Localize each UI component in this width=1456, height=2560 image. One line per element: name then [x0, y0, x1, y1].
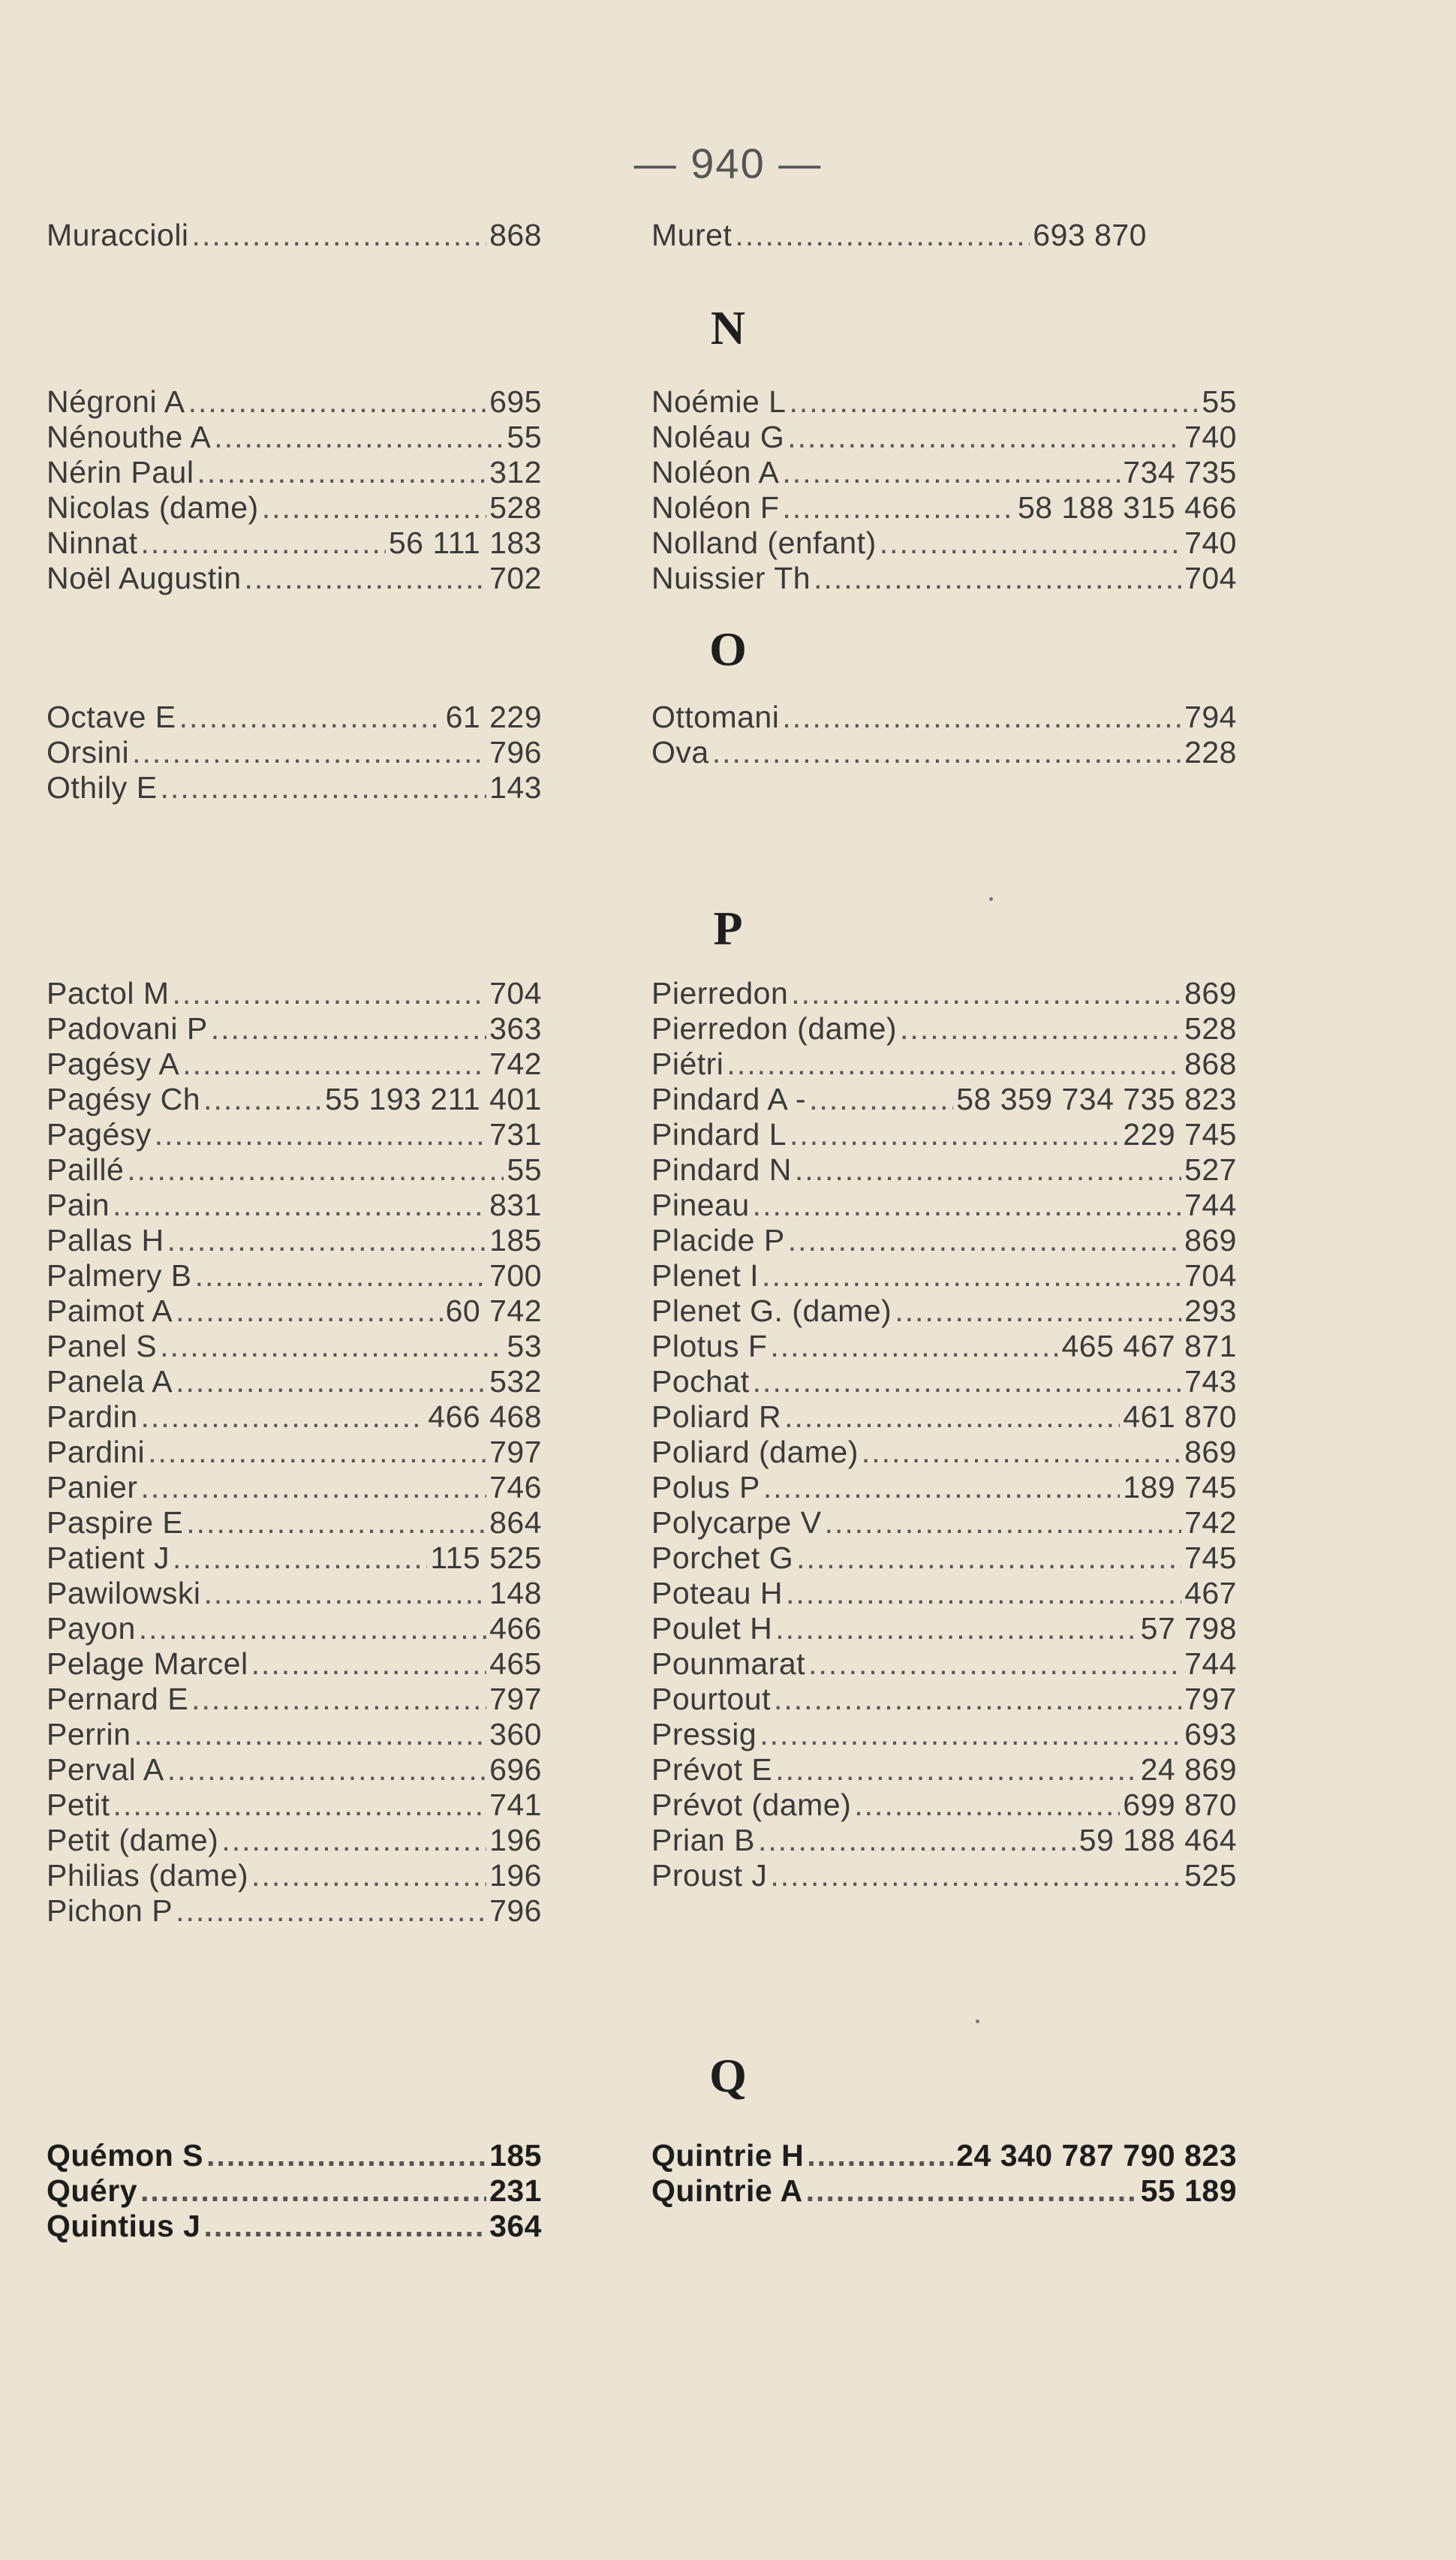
index-entry [651, 1752, 1237, 1787]
index-entry [47, 1435, 542, 1470]
entry-refs: 742 [489, 1047, 542, 1081]
index-entry [651, 384, 1237, 420]
entry-name: Pardin [47, 1399, 138, 1434]
entry-name: Nuissier Th [651, 561, 811, 595]
entry-name: Petit (dame) [47, 1823, 219, 1857]
entry-name: Plenet I [651, 1258, 760, 1293]
entry-name: Prévot E [651, 1752, 773, 1787]
entry-name: Othily E [47, 770, 158, 805]
entry-refs: 53 [507, 1329, 542, 1363]
entry-refs: 465 [489, 1646, 542, 1681]
index-entry [651, 2138, 1237, 2173]
index-entry [47, 1752, 542, 1787]
entry-name: Muret [651, 218, 733, 252]
entry-refs: 24 340 787 790 823 [956, 2138, 1237, 2173]
entry-name: Pounmarat [651, 1646, 806, 1681]
entry-name: Prévot (dame) [651, 1787, 852, 1822]
entry-refs: 693 [1184, 1717, 1237, 1751]
entry-refs: 796 [489, 1893, 542, 1928]
entry-name: Paimot A [47, 1294, 173, 1328]
entry-refs: 740 [1184, 420, 1237, 454]
entry-name: Poliard R [651, 1399, 782, 1434]
entry-name: Porchet G [651, 1541, 794, 1575]
index-entry [47, 770, 542, 806]
entry-refs: 797 [1184, 1682, 1237, 1716]
entry-refs: 58 188 315 466 [1018, 490, 1237, 525]
entry-refs: 742 [1184, 1505, 1237, 1540]
index-entry [47, 1893, 542, 1929]
index-entry [651, 1329, 1237, 1364]
index-entry [651, 1364, 1237, 1399]
index-entry [651, 1576, 1237, 1611]
index-entry [47, 1188, 542, 1223]
entry-name: Perrin [47, 1717, 131, 1751]
section-o-left-column [47, 700, 542, 806]
index-entry [651, 218, 1147, 253]
entry-refs: 293 [1184, 1294, 1237, 1328]
index-entry [651, 1858, 1237, 1893]
entry-name: Poteau H [651, 1576, 783, 1610]
section-letter-o: O [709, 622, 747, 676]
entry-name: Plotus F [651, 1329, 768, 1363]
section-q-right-column [651, 2138, 1237, 2209]
entry-name: Petit [47, 1787, 110, 1822]
entry-name: Panier [47, 1470, 138, 1504]
entry-name: Pawilowski [47, 1576, 201, 1610]
entry-refs: 55 [507, 1152, 542, 1187]
entry-refs: 734 735 [1123, 455, 1237, 489]
index-entry [47, 1223, 542, 1258]
entry-name: Nolland (enfant) [651, 526, 877, 560]
index-entry [651, 735, 1237, 770]
index-entry [47, 1646, 542, 1682]
entry-refs: 196 [489, 1858, 542, 1893]
entry-name: Pallas H [47, 1223, 164, 1257]
index-entry [47, 455, 542, 490]
entry-refs: 797 [489, 1435, 542, 1469]
entry-name: Pierredon [651, 976, 789, 1010]
entry-name: Padovani P [47, 1011, 208, 1046]
entry-refs: 695 [489, 384, 542, 419]
entry-name: Quintrie A [651, 2173, 803, 2208]
index-entry [47, 1576, 542, 1611]
index-entry [651, 420, 1237, 455]
entry-refs: 364 [489, 2209, 542, 2243]
entry-name: Polycarpe V [651, 1505, 822, 1540]
index-entry [47, 1329, 542, 1364]
entry-name: Pagésy A [47, 1047, 180, 1081]
section-p-left-column [47, 976, 542, 1929]
index-entry [47, 1082, 542, 1117]
index-entry [47, 1364, 542, 1399]
entry-refs: 744 [1184, 1188, 1237, 1222]
entry-refs: 466 468 [428, 1399, 542, 1434]
index-entry [47, 561, 542, 596]
entry-name: Quintius J [47, 2209, 201, 2243]
section-o-right-column [651, 700, 1237, 770]
index-entry [47, 218, 542, 253]
index-entry [47, 1011, 542, 1047]
page-number: — 940 — [633, 140, 823, 187]
entry-refs: 864 [489, 1505, 542, 1540]
index-entry [651, 1787, 1237, 1823]
entry-refs: 796 [489, 735, 542, 770]
entry-refs: 55 [507, 420, 542, 454]
entry-refs: 745 [1184, 1541, 1237, 1575]
entry-name: Prian B [651, 1823, 755, 1857]
section-n-left-column [47, 384, 542, 596]
section-letter-p: P [713, 902, 743, 955]
section-letter-n: N [710, 301, 746, 354]
index-entry [47, 1399, 542, 1435]
index-entry [651, 1717, 1237, 1752]
entry-refs: 59 188 464 [1078, 1823, 1237, 1857]
entry-refs: 528 [1184, 1011, 1237, 1046]
entry-refs: 744 [1184, 1646, 1237, 1681]
section-n-right-column [651, 384, 1237, 596]
index-entry [47, 2209, 542, 2244]
entry-name: Nérin Paul [47, 455, 194, 489]
index-entry [651, 1188, 1237, 1223]
entry-refs: 466 [489, 1611, 542, 1646]
index-entry [47, 976, 542, 1011]
entry-name: Patient J [47, 1541, 170, 1575]
entry-name: Ninnat [47, 526, 138, 560]
index-entry [47, 384, 542, 420]
entry-refs: 143 [489, 770, 542, 805]
print-speck [976, 2019, 979, 2023]
index-entry [651, 976, 1237, 1011]
index-entry [47, 1047, 542, 1082]
index-entry [47, 1717, 542, 1752]
entry-name: Pagésy [47, 1117, 152, 1152]
index-entry [651, 2173, 1237, 2209]
index-entry [47, 490, 542, 526]
entry-refs: 185 [489, 2138, 542, 2173]
index-entry [651, 1011, 1237, 1047]
section-letter-q: Q [709, 2049, 747, 2102]
index-entry [651, 1435, 1237, 1470]
index-entry [651, 1505, 1237, 1541]
entry-refs: 741 [489, 1787, 542, 1822]
entry-refs: 869 [1184, 976, 1237, 1010]
index-entry [651, 1152, 1237, 1188]
entry-name: Pochat [651, 1364, 750, 1399]
entry-refs: 869 [1184, 1223, 1237, 1257]
entry-name: Pactol M [47, 976, 170, 1010]
entry-refs: 797 [489, 1682, 542, 1716]
entry-name: Paspire E [47, 1505, 184, 1540]
entry-name: Noléau G [651, 420, 785, 454]
entry-refs: 189 745 [1123, 1470, 1237, 1504]
entry-name: Plenet G. (dame) [651, 1294, 892, 1328]
entry-name: Noléon F [651, 490, 780, 525]
entry-name: Quémon S [47, 2138, 204, 2173]
print-speck [989, 897, 993, 901]
index-entry [47, 1611, 542, 1646]
entry-refs: 229 745 [1123, 1117, 1237, 1152]
entry-name: Pichon P [47, 1893, 173, 1928]
entry-refs: 868 [1184, 1047, 1237, 1081]
index-entry [651, 1117, 1237, 1152]
entry-name: Poulet H [651, 1611, 773, 1646]
entry-refs: 831 [489, 1188, 542, 1222]
entry-name: Pressig [651, 1717, 757, 1751]
entry-name: Pindard A - [651, 1082, 807, 1116]
entry-name: Paillé [47, 1152, 125, 1187]
entry-refs: 794 [1184, 700, 1237, 734]
entry-name: Panel S [47, 1329, 158, 1363]
entry-name: Placide P [651, 1223, 785, 1257]
index-entry [47, 1682, 542, 1717]
entry-refs: 61 229 [445, 700, 542, 734]
entry-name: Orsini [47, 735, 130, 770]
entry-refs: 696 [489, 1752, 542, 1787]
entry-refs: 60 742 [445, 1294, 542, 1328]
entry-refs: 704 [1184, 561, 1237, 595]
entry-name: Pardini [47, 1435, 146, 1469]
entry-name: Perval A [47, 1752, 164, 1787]
entry-refs: 461 870 [1123, 1399, 1237, 1434]
index-entry [651, 1223, 1237, 1258]
header-right-entry [651, 218, 1147, 253]
index-entry [651, 1294, 1237, 1329]
index-entry [47, 700, 542, 735]
entry-name: Pineau [651, 1188, 750, 1222]
entry-name: Poliard (dame) [651, 1435, 859, 1469]
entry-name: Palmery B [47, 1258, 192, 1293]
index-entry [47, 1787, 542, 1823]
entry-name: Pierredon (dame) [651, 1011, 898, 1046]
index-entry [47, 526, 542, 561]
entry-refs: 693 870 [1033, 218, 1147, 252]
index-entry [651, 1823, 1237, 1858]
index-entry [651, 700, 1237, 735]
entry-name: Pindard L [651, 1117, 787, 1152]
entry-refs: 196 [489, 1823, 542, 1857]
index-entry [651, 1611, 1237, 1646]
entry-refs: 56 111 183 [388, 526, 542, 560]
index-entry [47, 1823, 542, 1858]
entry-name: Philias (dame) [47, 1858, 249, 1893]
entry-refs: 525 [1184, 1858, 1237, 1893]
index-entry [651, 1399, 1237, 1435]
index-entry [651, 526, 1237, 561]
entry-name: Proust J [651, 1858, 768, 1893]
index-entry [651, 1682, 1237, 1717]
index-entry [651, 1470, 1237, 1505]
entry-name: Pernard E [47, 1682, 189, 1716]
entry-refs: 231 [489, 2173, 542, 2208]
index-entry [651, 1082, 1237, 1117]
index-entry [651, 1258, 1237, 1294]
entry-refs: 115 525 [430, 1541, 542, 1575]
entry-name: Ottomani [651, 700, 780, 734]
entry-refs: 185 [489, 1223, 542, 1257]
entry-name: Piétri [651, 1047, 724, 1081]
index-entry [47, 2173, 542, 2209]
index-entry [47, 1858, 542, 1893]
entry-refs: 465 467 871 [1061, 1329, 1237, 1363]
entry-name: Pelage Marcel [47, 1646, 248, 1681]
header-left-entry [47, 218, 542, 253]
entry-name: Nénouthe A [47, 420, 212, 454]
entry-refs: 228 [1184, 735, 1237, 770]
entry-name: Pindard N [651, 1152, 792, 1187]
entry-name: Pagésy Ch [47, 1082, 201, 1116]
index-entry [47, 1470, 542, 1505]
index-entry [47, 1152, 542, 1188]
index-entry [651, 1047, 1237, 1082]
entry-name: Polus P [651, 1470, 760, 1504]
entry-refs: 312 [489, 455, 542, 489]
entry-refs: 467 [1184, 1576, 1237, 1610]
entry-name: Ova [651, 735, 709, 770]
entry-name: Octave E [47, 700, 176, 734]
entry-name: Quintrie H [651, 2138, 805, 2173]
entry-refs: 740 [1184, 526, 1237, 560]
entry-name: Payon [47, 1611, 136, 1646]
index-entry [47, 1117, 542, 1152]
entry-refs: 148 [489, 1576, 542, 1610]
entry-refs: 868 [489, 218, 542, 252]
index-entry [47, 2138, 542, 2173]
entry-refs: 704 [489, 976, 542, 1010]
index-entry [47, 1541, 542, 1576]
index-entry [651, 490, 1237, 526]
index-entry [651, 1646, 1237, 1682]
entry-name: Muraccioli [47, 218, 189, 252]
index-entry [47, 1294, 542, 1329]
entry-refs: 528 [489, 490, 542, 525]
entry-refs: 58 359 734 735 823 [956, 1082, 1237, 1116]
entry-refs: 55 [1202, 384, 1237, 419]
index-entry [47, 735, 542, 770]
section-q-left-column [47, 2138, 542, 2244]
entry-name: Pain [47, 1188, 110, 1222]
index-entry [651, 561, 1237, 596]
entry-refs: 57 798 [1140, 1611, 1237, 1646]
entry-refs: 700 [489, 1258, 542, 1293]
index-entry [47, 1258, 542, 1294]
entry-refs: 55 189 [1140, 2173, 1237, 2208]
entry-name: Négroni A [47, 384, 185, 419]
entry-refs: 527 [1184, 1152, 1237, 1187]
entry-refs: 532 [489, 1364, 542, 1399]
entry-refs: 55 193 211 401 [325, 1082, 542, 1116]
index-entry [651, 455, 1237, 490]
entry-refs: 704 [1184, 1258, 1237, 1293]
entry-refs: 699 870 [1123, 1787, 1237, 1822]
entry-refs: 24 869 [1140, 1752, 1237, 1787]
entry-refs: 743 [1184, 1364, 1237, 1399]
entry-refs: 363 [489, 1011, 542, 1046]
entry-refs: 731 [489, 1117, 542, 1152]
index-entry [47, 1505, 542, 1541]
index-entry [47, 420, 542, 455]
entry-name: Noléon A [651, 455, 780, 489]
entry-name: Noël Augustin [47, 561, 242, 595]
section-p-right-column [651, 976, 1237, 1893]
entry-name: Pourtout [651, 1682, 771, 1716]
index-entry [651, 1541, 1237, 1576]
entry-name: Quéry [47, 2173, 137, 2208]
entry-refs: 746 [489, 1470, 542, 1504]
entry-refs: 360 [489, 1717, 542, 1751]
entry-name: Nicolas (dame) [47, 490, 259, 525]
entry-name: Panela A [47, 1364, 173, 1399]
entry-refs: 869 [1184, 1435, 1237, 1469]
entry-refs: 702 [489, 561, 542, 595]
entry-name: Noémie L [651, 384, 787, 419]
